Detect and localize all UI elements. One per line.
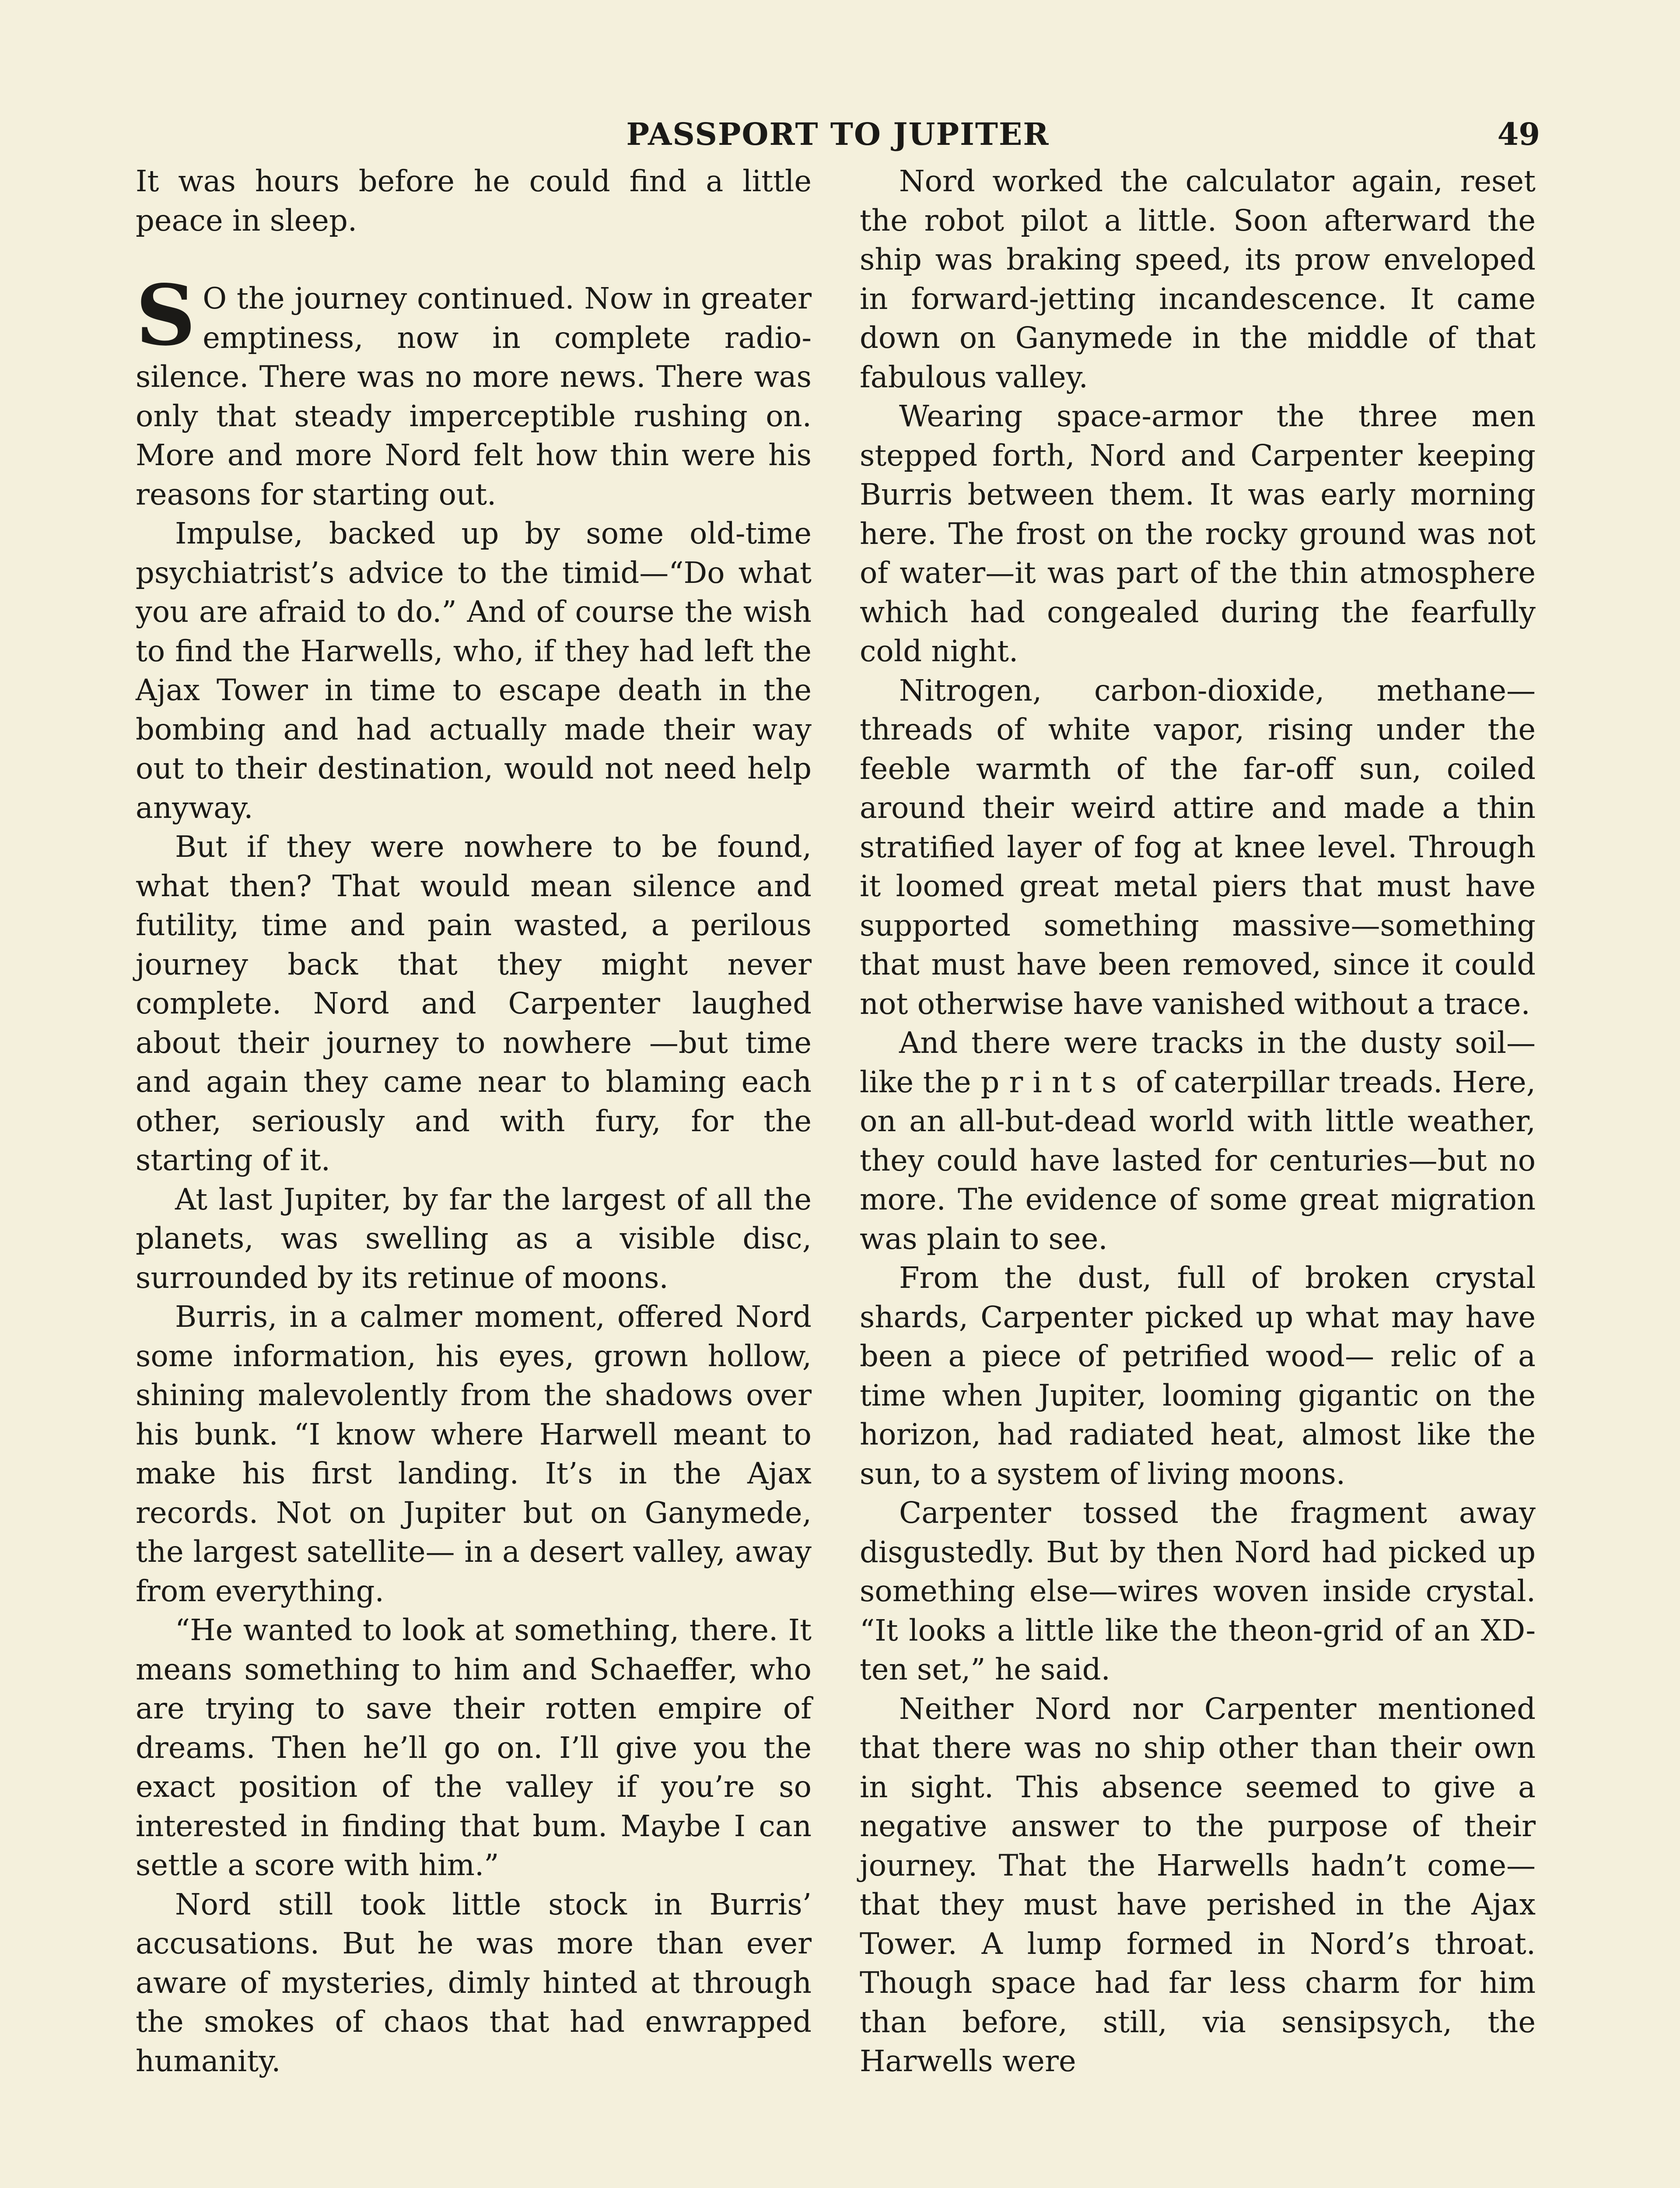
- paragraph-text: of caterpillar treads. Here, on an all-but-dead world with little weather, they could have lasted for centuries—but no more. The evidence of some great migration was plain to see.: [860, 1065, 1536, 1256]
- paragraph: At last Jupiter, by far the largest of all the planets, was swelling as a visible disc, surrounded by its retinue of moons.: [136, 1182, 812, 1295]
- paragraph-text: And there were tracks in the dusty soil—like the: [860, 1026, 1536, 1099]
- paragraph: “He wanted to look at something, there. It means something to him and Schaeffer, who are trying to save their rotten empire of dreams. Then he’ll go on. I’ll give you the exact position of the valley if you’re so interested in finding that bum. Maybe I can settle a score with him.”: [136, 1613, 812, 1882]
- running-title: PASSPORT TO JUPITER: [626, 116, 1050, 152]
- spaced-word: prints: [980, 1065, 1127, 1099]
- paragraph: Nord worked the calculator again, reset the robot pilot a little. Soon afterward the ship was braking speed, its prow enveloped in forward-jetting incandescence. It came down on Ganymede in the middle of that fabulous valley.: [860, 164, 1536, 394]
- paragraph: Neither Nord nor Carpenter mentioned that there was no ship other than their own in sight. This absence seemed to give a negative answer to the purpose of their journey. That the Harwells hadn’t come—that they must have perished in the Ajax Tower. A lump formed in Nord’s throat. Though space had far less charm for him than before, still, via sensipsych, the Harwells were: [860, 1691, 1536, 2078]
- paragraph: Burris, in a calmer moment, offered Nord some information, his eyes, grown hollow, shining malevolently from the shadows over his bunk. “I know where Harwell meant to make his first landing. It’s in the Ajax records. Not on Jupiter but on Ganymede, the largest satellite— in a desert valley, away from everything.: [136, 1300, 812, 1608]
- paragraph: Wearing space-armor the three men stepped forth, Nord and Carpenter keeping Burris between them. It was early morning here. The frost on the rocky ground was not of water—it was part of the thin atmosphere which had congealed during the fearfully cold night.: [860, 399, 1536, 668]
- paragraph: It was hours before he could find a little peace in sleep.: [136, 164, 812, 238]
- paragraph: Impulse, backed up by some old-time psychiatrist’s advice to the timid—“Do what you are afraid to do.” And of course the wish to find the Harwells, who, if they had left the Ajax Tower in time to escape death in the bombing and had actually made their way out to their destination, would not need help anyway.: [136, 516, 812, 825]
- paragraph: But if they were nowhere to be found, what then? That would mean silence and futility, time and pain wasted, a perilous journey back that they might never complete. Nord and Carpenter laughed about their journey to nowhere —but time and again they came near to blaming each other, seriously and with fury, for the starting of it.: [136, 830, 812, 1177]
- paragraph-text: O the journey continued. Now in greater emptiness, now in complete radio-silence. There was no more news. There was only that steady imperceptible rushing on. More and more Nord felt how thin were his reasons for starting out.: [136, 281, 812, 512]
- running-head: [136, 115, 1540, 154]
- paragraph: Nitrogen, carbon-dioxide, methane— threads of white vapor, rising under the feeble warmth of the far-off sun, coiled around their weird attire and made a thin stratified layer of fog at knee level. Through it loomed great metal piers that must have supported something massive—something that must have been removed, since it could not otherwise have vanished without a trace.: [860, 673, 1536, 1021]
- drop-cap: S: [136, 266, 196, 364]
- paragraph: Nord still took little stock in Burris’ accusations. But he was more than ever aware of mysteries, dimly hinted at through the smokes of chaos that had enwrapped humanity.: [136, 1887, 812, 2078]
- paragraph: From the dust, full of broken crystal shards, Carpenter picked up what may have been a piece of petrified wood— relic of a time when Jupiter, looming gigantic on the horizon, had radiated heat, almost like the sun, to a system of living moons.: [860, 1261, 1536, 1491]
- page-number: 49: [1497, 116, 1540, 152]
- paragraph: [860, 1024, 1536, 1259]
- right-column: [860, 162, 1536, 2081]
- dropcap-paragraph: [136, 266, 812, 514]
- left-column: [136, 162, 812, 2081]
- paragraph: Carpenter tossed the fragment away disgustedly. But by then Nord had picked up something else—wires woven inside crystal. “It looks a little like the theon-grid of an XD-ten set,” he said.: [860, 1496, 1536, 1687]
